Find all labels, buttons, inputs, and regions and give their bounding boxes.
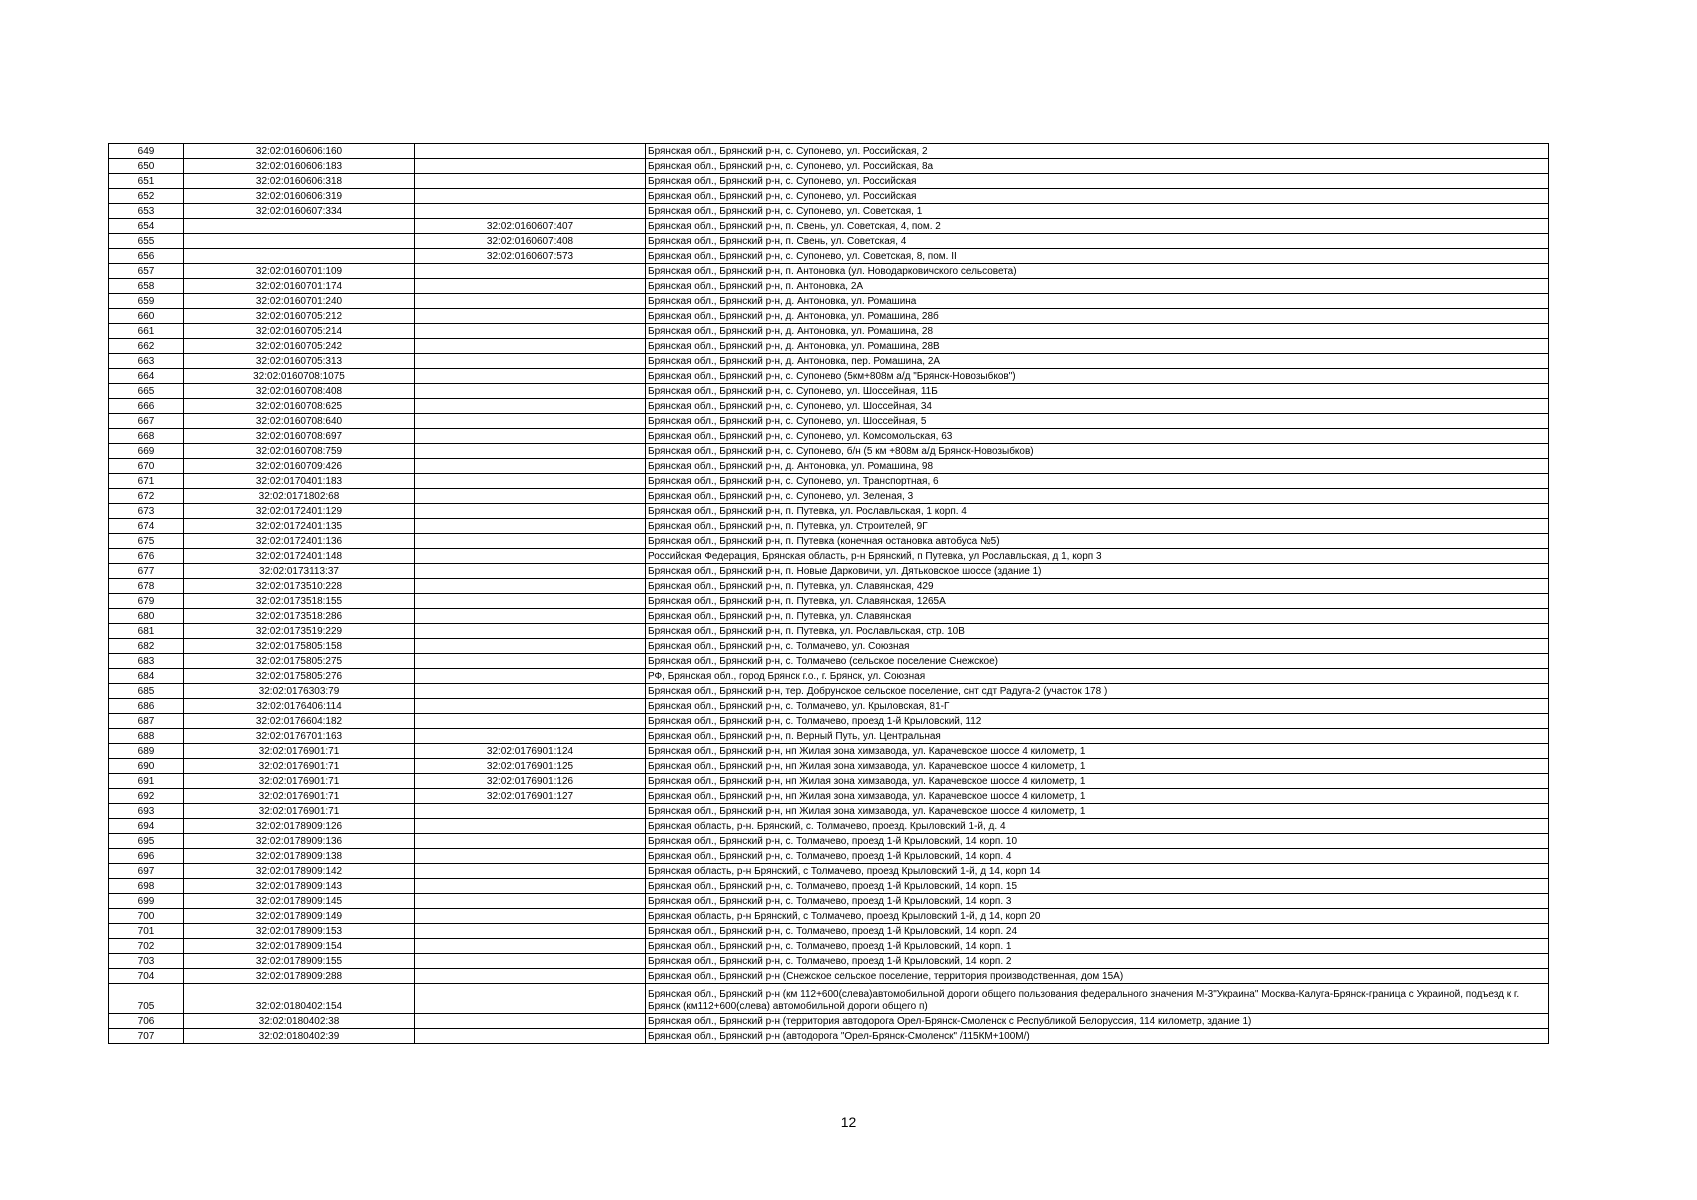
address-cell: Брянская обл., Брянский р-н, нп Жилая зона химзавода, ул. Карачевское шоссе 4 километр, 1 xyxy=(646,744,1549,759)
address-cell: Брянская обл., Брянский р-н, п. Антоновка, 2А xyxy=(646,279,1549,294)
related-cadastral-number-cell xyxy=(415,729,646,744)
table-row xyxy=(109,204,1549,219)
cadastral-number-cell: 32:02:0178909:143 xyxy=(184,879,415,894)
related-cadastral-number-cell xyxy=(415,279,646,294)
address-cell: РФ, Брянская обл., город Брянск г.о., г. Брянск, ул. Союзная xyxy=(646,669,1549,684)
cadastral-number-cell: 32:02:0170401:183 xyxy=(184,474,415,489)
related-cadastral-number-cell xyxy=(415,294,646,309)
row-number-cell: 694 xyxy=(109,819,184,834)
address-cell: Брянская обл., Брянский р-н, с. Супонево, ул. Российская, 2 xyxy=(646,144,1549,159)
row-number-cell: 675 xyxy=(109,534,184,549)
related-cadastral-number-cell xyxy=(415,954,646,969)
related-cadastral-number-cell xyxy=(415,534,646,549)
cadastral-number-cell: 32:02:0160708:625 xyxy=(184,399,415,414)
row-number-cell: 696 xyxy=(109,849,184,864)
related-cadastral-number-cell xyxy=(415,324,646,339)
table-row xyxy=(109,519,1549,534)
address-cell: Брянская обл., Брянский р-н, п. Путевка, ул. Рославльская, 1 корп. 4 xyxy=(646,504,1549,519)
table-row xyxy=(109,579,1549,594)
address-cell: Брянская обл., Брянский р-н, с. Толмачево, проезд 1-й Крыловский, 14 корп. 15 xyxy=(646,879,1549,894)
table-row xyxy=(109,804,1549,819)
table-row xyxy=(109,669,1549,684)
table-row xyxy=(109,399,1549,414)
row-number-cell: 650 xyxy=(109,159,184,174)
address-cell: Брянская обл., Брянский р-н (автодорога "Орел-Брянск-Смоленск" /115КМ+100М/) xyxy=(646,1029,1549,1044)
row-number-cell: 693 xyxy=(109,804,184,819)
related-cadastral-number-cell xyxy=(415,894,646,909)
address-cell: Брянская обл., Брянский р-н, с. Супонево, ул. Российская xyxy=(646,174,1549,189)
row-number-cell: 679 xyxy=(109,594,184,609)
row-number-cell: 683 xyxy=(109,654,184,669)
related-cadastral-number-cell xyxy=(415,594,646,609)
related-cadastral-number-cell xyxy=(415,714,646,729)
related-cadastral-number-cell xyxy=(415,1014,646,1029)
cadastral-number-cell: 32:02:0160607:334 xyxy=(184,204,415,219)
row-number-cell: 651 xyxy=(109,174,184,189)
related-cadastral-number-cell: 32:02:0160607:407 xyxy=(415,219,646,234)
cadastral-number-cell: 32:02:0172401:135 xyxy=(184,519,415,534)
address-cell: Брянская обл., Брянский р-н, п. Путевка, ул. Рославльская, стр. 10В xyxy=(646,624,1549,639)
related-cadastral-number-cell: 32:02:0160607:408 xyxy=(415,234,646,249)
cadastral-number-cell: 32:02:0178909:145 xyxy=(184,894,415,909)
row-number-cell: 669 xyxy=(109,444,184,459)
address-cell: Брянская обл., Брянский р-н, с. Толмачево, ул. Крыловская, 81-Г xyxy=(646,699,1549,714)
row-number-cell: 670 xyxy=(109,459,184,474)
cadastral-number-cell: 32:02:0173518:155 xyxy=(184,594,415,609)
cadastral-number-cell: 32:02:0160708:697 xyxy=(184,429,415,444)
row-number-cell: 695 xyxy=(109,834,184,849)
table-row xyxy=(109,849,1549,864)
row-number-cell: 689 xyxy=(109,744,184,759)
cadastral-number-cell: 32:02:0178909:153 xyxy=(184,924,415,939)
row-number-cell: 674 xyxy=(109,519,184,534)
table-row xyxy=(109,759,1549,774)
cadastral-number-cell: 32:02:0178909:154 xyxy=(184,939,415,954)
address-cell: Брянская обл., Брянский р-н, п. Путевка (конечная остановка автобуса №5) xyxy=(646,534,1549,549)
table-row xyxy=(109,609,1549,624)
address-cell: Брянская обл., Брянский р-н, п. Путевка, ул. Строителей, 9Г xyxy=(646,519,1549,534)
cadastral-number-cell: 32:02:0175805:275 xyxy=(184,654,415,669)
related-cadastral-number-cell xyxy=(415,1029,646,1044)
cadastral-number-cell xyxy=(184,234,415,249)
related-cadastral-number-cell xyxy=(415,939,646,954)
row-number-cell: 649 xyxy=(109,144,184,159)
table-row xyxy=(109,834,1549,849)
address-cell: Брянская обл., Брянский р-н, нп Жилая зона химзавода, ул. Карачевское шоссе 4 километр, 1 xyxy=(646,789,1549,804)
related-cadastral-number-cell xyxy=(415,369,646,384)
table-row xyxy=(109,474,1549,489)
cadastral-number-cell: 32:02:0178909:136 xyxy=(184,834,415,849)
related-cadastral-number-cell xyxy=(415,399,646,414)
address-cell: Брянская обл., Брянский р-н, п. Путевка, ул. Славянская, 429 xyxy=(646,579,1549,594)
related-cadastral-number-cell xyxy=(415,489,646,504)
row-number-cell: 698 xyxy=(109,879,184,894)
cadastral-number-cell: 32:02:0176701:163 xyxy=(184,729,415,744)
table-row xyxy=(109,819,1549,834)
row-number-cell: 657 xyxy=(109,264,184,279)
related-cadastral-number-cell xyxy=(415,879,646,894)
row-number-cell: 665 xyxy=(109,384,184,399)
table-row xyxy=(109,534,1549,549)
related-cadastral-number-cell xyxy=(415,444,646,459)
cadastral-number-cell: 32:02:0173510:228 xyxy=(184,579,415,594)
cadastral-number-cell: 32:02:0172401:148 xyxy=(184,549,415,564)
row-number-cell: 699 xyxy=(109,894,184,909)
related-cadastral-number-cell xyxy=(415,654,646,669)
row-number-cell: 700 xyxy=(109,909,184,924)
address-cell: Брянская обл., Брянский р-н, с. Супонево, ул. Российская xyxy=(646,189,1549,204)
related-cadastral-number-cell xyxy=(415,519,646,534)
related-cadastral-number-cell xyxy=(415,309,646,324)
row-number-cell: 658 xyxy=(109,279,184,294)
related-cadastral-number-cell xyxy=(415,264,646,279)
address-cell: Брянская обл., Брянский р-н, с. Толмачево (сельское поселение Снежское) xyxy=(646,654,1549,669)
row-number-cell: 664 xyxy=(109,369,184,384)
cadastral-number-cell: 32:02:0180402:154 xyxy=(184,984,415,1014)
cadastral-number-cell: 32:02:0178909:288 xyxy=(184,969,415,984)
cadastral-number-cell: 32:02:0160701:240 xyxy=(184,294,415,309)
table-row xyxy=(109,489,1549,504)
address-cell: Брянская обл., Брянский р-н, нп Жилая зона химзавода, ул. Карачевское шоссе 4 километр, 1 xyxy=(646,774,1549,789)
cadastral-number-cell: 32:02:0175805:276 xyxy=(184,669,415,684)
address-cell: Брянская область, р-н. Брянский, с. Толмачево, проезд. Крыловский 1-й, д. 4 xyxy=(646,819,1549,834)
address-cell: Брянская обл., Брянский р-н, д. Антоновка, ул. Ромашина, 28В xyxy=(646,339,1549,354)
cadastral-number-cell xyxy=(184,249,415,264)
row-number-cell: 653 xyxy=(109,204,184,219)
address-cell: Брянская обл., Брянский р-н, с. Толмачево, проезд 1-й Крыловский, 112 xyxy=(646,714,1549,729)
address-cell: Брянская обл., Брянский р-н, с. Супонево, ул. Транспортная, 6 xyxy=(646,474,1549,489)
cadastral-number-cell: 32:02:0160705:212 xyxy=(184,309,415,324)
address-cell: Российская Федерация, Брянская область, р-н Брянский, п Путевка, ул Рославльская, д 1, корп 3 xyxy=(646,549,1549,564)
row-number-cell: 686 xyxy=(109,699,184,714)
row-number-cell: 704 xyxy=(109,969,184,984)
related-cadastral-number-cell: 32:02:0176901:126 xyxy=(415,774,646,789)
cadastral-number-cell: 32:02:0176901:71 xyxy=(184,759,415,774)
related-cadastral-number-cell: 32:02:0176901:125 xyxy=(415,759,646,774)
table-row xyxy=(109,789,1549,804)
row-number-cell: 685 xyxy=(109,684,184,699)
cadastral-number-cell: 32:02:0176901:71 xyxy=(184,774,415,789)
related-cadastral-number-cell xyxy=(415,909,646,924)
address-cell: Брянская обл., Брянский р-н, д. Антоновка, ул. Ромашина xyxy=(646,294,1549,309)
related-cadastral-number-cell xyxy=(415,639,646,654)
related-cadastral-number-cell xyxy=(415,384,646,399)
table-row xyxy=(109,744,1549,759)
related-cadastral-number-cell xyxy=(415,354,646,369)
cadastral-number-cell: 32:02:0160705:242 xyxy=(184,339,415,354)
row-number-cell: 692 xyxy=(109,789,184,804)
table-row xyxy=(109,774,1549,789)
cadastral-number-cell: 32:02:0180402:38 xyxy=(184,1014,415,1029)
address-cell: Брянская обл., Брянский р-н, с. Толмачево, проезд 1-й Крыловский, 14 корп. 3 xyxy=(646,894,1549,909)
related-cadastral-number-cell xyxy=(415,864,646,879)
related-cadastral-number-cell xyxy=(415,414,646,429)
cadastral-number-cell: 32:02:0160705:313 xyxy=(184,354,415,369)
table-row xyxy=(109,924,1549,939)
row-number-cell: 660 xyxy=(109,309,184,324)
related-cadastral-number-cell xyxy=(415,804,646,819)
row-number-cell: 652 xyxy=(109,189,184,204)
table-row xyxy=(109,279,1549,294)
table-row xyxy=(109,654,1549,669)
cadastral-number-cell: 32:02:0176604:182 xyxy=(184,714,415,729)
table-row xyxy=(109,909,1549,924)
table-row xyxy=(109,444,1549,459)
address-cell: Брянская обл., Брянский р-н, д. Антоновка, пер. Ромашина, 2А xyxy=(646,354,1549,369)
cadastral-number-cell: 32:02:0176303:79 xyxy=(184,684,415,699)
related-cadastral-number-cell xyxy=(415,549,646,564)
table-row xyxy=(109,939,1549,954)
related-cadastral-number-cell xyxy=(415,159,646,174)
address-cell: Брянская обл., Брянский р-н, п. Свень, ул. Советская, 4 xyxy=(646,234,1549,249)
cadastral-number-cell: 32:02:0178909:149 xyxy=(184,909,415,924)
cadastral-number-cell: 32:02:0160709:426 xyxy=(184,459,415,474)
related-cadastral-number-cell xyxy=(415,144,646,159)
table-row xyxy=(109,234,1549,249)
address-cell: Брянская обл., Брянский р-н, с. Супонево, ул. Шоссейная, 5 xyxy=(646,414,1549,429)
cadastral-number-cell: 32:02:0160606:318 xyxy=(184,174,415,189)
address-cell: Брянская обл., Брянский р-н, с. Супонево, б/н (5 км +808м а/д Брянск-Новозыбков) xyxy=(646,444,1549,459)
address-cell: Брянская обл., Брянский р-н, нп Жилая зона химзавода, ул. Карачевское шоссе 4 километр, 1 xyxy=(646,804,1549,819)
row-number-cell: 677 xyxy=(109,564,184,579)
related-cadastral-number-cell xyxy=(415,474,646,489)
address-cell: Брянская обл., Брянский р-н, с. Толмачево, ул. Союзная xyxy=(646,639,1549,654)
related-cadastral-number-cell xyxy=(415,504,646,519)
table-row xyxy=(109,1014,1549,1029)
related-cadastral-number-cell xyxy=(415,969,646,984)
related-cadastral-number-cell: 32:02:0160607:573 xyxy=(415,249,646,264)
table-row xyxy=(109,954,1549,969)
table-row xyxy=(109,294,1549,309)
table-row xyxy=(109,144,1549,159)
row-number-cell: 663 xyxy=(109,354,184,369)
address-cell: Брянская обл., Брянский р-н, п. Путевка, ул. Славянская, 1265А xyxy=(646,594,1549,609)
table-row xyxy=(109,729,1549,744)
related-cadastral-number-cell xyxy=(415,669,646,684)
address-cell: Брянская область, р-н Брянский, с Толмачево, проезд Крыловский 1-й, д 14, корп 14 xyxy=(646,864,1549,879)
table-row xyxy=(109,354,1549,369)
address-cell: Брянская обл., Брянский р-н, п. Свень, ул. Советская, 4, пом. 2 xyxy=(646,219,1549,234)
address-cell: Брянская обл., Брянский р-н, нп Жилая зона химзавода, ул. Карачевское шоссе 4 километр, 1 xyxy=(646,759,1549,774)
table-row xyxy=(109,219,1549,234)
table-row xyxy=(109,264,1549,279)
row-number-cell: 662 xyxy=(109,339,184,354)
row-number-cell: 705 xyxy=(109,984,184,1014)
table-row xyxy=(109,864,1549,879)
table-row xyxy=(109,984,1549,1014)
row-number-cell: 687 xyxy=(109,714,184,729)
address-cell: Брянская обл., Брянский р-н (территория автодорога Орел-Брянск-Смоленск с Республикой Белоруссия, 114 километр, здание 1) xyxy=(646,1014,1549,1029)
cadastral-number-cell: 32:02:0160606:160 xyxy=(184,144,415,159)
related-cadastral-number-cell xyxy=(415,609,646,624)
row-number-cell: 680 xyxy=(109,609,184,624)
address-cell: Брянская обл., Брянский р-н, с. Супонево, ул. Зеленая, 3 xyxy=(646,489,1549,504)
cadastral-number-cell: 32:02:0173519:229 xyxy=(184,624,415,639)
related-cadastral-number-cell xyxy=(415,684,646,699)
address-cell: Брянская обл., Брянский р-н, с. Супонево (5км+808м а/д "Брянск-Новозыбков") xyxy=(646,369,1549,384)
table-row xyxy=(109,429,1549,444)
cadastral-number-cell: 32:02:0171802:68 xyxy=(184,489,415,504)
row-number-cell: 697 xyxy=(109,864,184,879)
table-row xyxy=(109,339,1549,354)
address-cell: Брянская обл., Брянский р-н, тер. Добрунское сельское поселение, снт сдт Радуга-2 (участок 178 ) xyxy=(646,684,1549,699)
related-cadastral-number-cell xyxy=(415,579,646,594)
related-cadastral-number-cell xyxy=(415,819,646,834)
table-row xyxy=(109,714,1549,729)
cadastral-number-cell: 32:02:0172401:129 xyxy=(184,504,415,519)
address-cell: Брянская обл., Брянский р-н, д. Антоновка, ул. Ромашина, 98 xyxy=(646,459,1549,474)
cadastral-number-cell: 32:02:0160705:214 xyxy=(184,324,415,339)
cadastral-number-cell: 32:02:0160708:1075 xyxy=(184,369,415,384)
row-number-cell: 672 xyxy=(109,489,184,504)
related-cadastral-number-cell xyxy=(415,849,646,864)
row-number-cell: 659 xyxy=(109,294,184,309)
table-row xyxy=(109,189,1549,204)
address-cell: Брянская обл., Брянский р-н, с. Супонево, ул. Российская, 8а xyxy=(646,159,1549,174)
table-row xyxy=(109,249,1549,264)
address-cell: Брянская область, р-н Брянский, с Толмачево, проезд Крыловский 1-й, д 14, корп 20 xyxy=(646,909,1549,924)
table-row xyxy=(109,879,1549,894)
cadastral-number-cell: 32:02:0178909:142 xyxy=(184,864,415,879)
related-cadastral-number-cell xyxy=(415,189,646,204)
table-row xyxy=(109,699,1549,714)
related-cadastral-number-cell xyxy=(415,924,646,939)
cadastral-number-cell: 32:02:0160708:640 xyxy=(184,414,415,429)
table-row xyxy=(109,309,1549,324)
related-cadastral-number-cell xyxy=(415,834,646,849)
related-cadastral-number-cell xyxy=(415,699,646,714)
cadastral-number-cell: 32:02:0160708:759 xyxy=(184,444,415,459)
address-cell: Брянская обл., Брянский р-н, п. Верный Путь, ул. Центральная xyxy=(646,729,1549,744)
table-row xyxy=(109,324,1549,339)
row-number-cell: 684 xyxy=(109,669,184,684)
table-row xyxy=(109,894,1549,909)
table-row xyxy=(109,414,1549,429)
table-body xyxy=(109,144,1549,1044)
table-row xyxy=(109,1029,1549,1044)
address-cell: Брянская обл., Брянский р-н, с. Супонево, ул. Советская, 1 xyxy=(646,204,1549,219)
row-number-cell: 691 xyxy=(109,774,184,789)
address-cell: Брянская обл., Брянский р-н, с. Толмачево, проезд 1-й Крыловский, 14 корп. 4 xyxy=(646,849,1549,864)
row-number-cell: 654 xyxy=(109,219,184,234)
row-number-cell: 707 xyxy=(109,1029,184,1044)
address-cell: Брянская обл., Брянский р-н, п. Путевка, ул. Славянская xyxy=(646,609,1549,624)
row-number-cell: 668 xyxy=(109,429,184,444)
table-row xyxy=(109,969,1549,984)
cadastral-number-cell: 32:02:0178909:126 xyxy=(184,819,415,834)
row-number-cell: 678 xyxy=(109,579,184,594)
related-cadastral-number-cell xyxy=(415,204,646,219)
register-table xyxy=(108,143,1549,1044)
cadastral-number-cell: 32:02:0160701:109 xyxy=(184,264,415,279)
cadastral-number-cell: 32:02:0176901:71 xyxy=(184,804,415,819)
cadastral-number-cell: 32:02:0173113:37 xyxy=(184,564,415,579)
row-number-cell: 673 xyxy=(109,504,184,519)
row-number-cell: 706 xyxy=(109,1014,184,1029)
related-cadastral-number-cell xyxy=(415,624,646,639)
row-number-cell: 702 xyxy=(109,939,184,954)
address-cell: Брянская обл., Брянский р-н, с. Супонево, ул. Советская, 8, пом. II xyxy=(646,249,1549,264)
row-number-cell: 666 xyxy=(109,399,184,414)
address-cell: Брянская обл., Брянский р-н, с. Супонево, ул. Шоссейная, 34 xyxy=(646,399,1549,414)
cadastral-number-cell: 32:02:0160708:408 xyxy=(184,384,415,399)
row-number-cell: 681 xyxy=(109,624,184,639)
table-row xyxy=(109,564,1549,579)
address-cell: Брянская обл., Брянский р-н, п. Новые Дарковичи, ул. Дятьковское шоссе (здание 1) xyxy=(646,564,1549,579)
row-number-cell: 655 xyxy=(109,234,184,249)
page-number: 12 xyxy=(840,1114,857,1130)
cadastral-number-cell: 32:02:0175805:158 xyxy=(184,639,415,654)
address-cell: Брянская обл., Брянский р-н, д. Антоновка, ул. Ромашина, 28б xyxy=(646,309,1549,324)
related-cadastral-number-cell: 32:02:0176901:127 xyxy=(415,789,646,804)
cadastral-number-cell: 32:02:0160606:183 xyxy=(184,159,415,174)
table-row xyxy=(109,549,1549,564)
table-row xyxy=(109,159,1549,174)
row-number-cell: 682 xyxy=(109,639,184,654)
cadastral-number-cell: 32:02:0180402:39 xyxy=(184,1029,415,1044)
address-cell: Брянская обл., Брянский р-н (км 112+600(слева)автомобильной дороги общего пользования федерального значения М-3"Украина" Москва-Калуга-Брянск-граница с Украиной, подъезд к г. Брянск (км112+600(слева) автомобильной дороги общего п) xyxy=(646,984,1549,1014)
cadastral-number-cell: 32:02:0160701:174 xyxy=(184,279,415,294)
row-number-cell: 667 xyxy=(109,414,184,429)
row-number-cell: 703 xyxy=(109,954,184,969)
row-number-cell: 656 xyxy=(109,249,184,264)
table-row xyxy=(109,174,1549,189)
related-cadastral-number-cell xyxy=(415,564,646,579)
cadastral-number-cell: 32:02:0160606:319 xyxy=(184,189,415,204)
cadastral-number-cell: 32:02:0176406:114 xyxy=(184,699,415,714)
related-cadastral-number-cell xyxy=(415,459,646,474)
address-cell: Брянская обл., Брянский р-н (Снежское сельское поселение, территория производственная, дом 15А) xyxy=(646,969,1549,984)
related-cadastral-number-cell xyxy=(415,984,646,1014)
row-number-cell: 671 xyxy=(109,474,184,489)
address-cell: Брянская обл., Брянский р-н, с. Толмачево, проезд 1-й Крыловский, 14 корп. 1 xyxy=(646,939,1549,954)
row-number-cell: 701 xyxy=(109,924,184,939)
address-cell: Брянская обл., Брянский р-н, с. Толмачево, проезд 1-й Крыловский, 14 корп. 10 xyxy=(646,834,1549,849)
cadastral-number-cell: 32:02:0176901:71 xyxy=(184,744,415,759)
address-cell: Брянская обл., Брянский р-н, с. Толмачево, проезд 1-й Крыловский, 14 корп. 24 xyxy=(646,924,1549,939)
address-cell: Брянская обл., Брянский р-н, с. Супонево, ул. Шоссейная, 11Б xyxy=(646,384,1549,399)
address-cell: Брянская обл., Брянский р-н, п. Антоновка (ул. Новодарковичского сельсовета) xyxy=(646,264,1549,279)
cadastral-number-cell: 32:02:0178909:138 xyxy=(184,849,415,864)
row-number-cell: 661 xyxy=(109,324,184,339)
row-number-cell: 676 xyxy=(109,549,184,564)
address-cell: Брянская обл., Брянский р-н, д. Антоновка, ул. Ромашина, 28 xyxy=(646,324,1549,339)
table-row xyxy=(109,459,1549,474)
cadastral-number-cell xyxy=(184,219,415,234)
table-row xyxy=(109,594,1549,609)
row-number-cell: 690 xyxy=(109,759,184,774)
address-cell: Брянская обл., Брянский р-н, с. Супонево, ул. Комсомольская, 63 xyxy=(646,429,1549,444)
cadastral-number-cell: 32:02:0173518:286 xyxy=(184,609,415,624)
table-row xyxy=(109,624,1549,639)
cadastral-number-cell: 32:02:0172401:136 xyxy=(184,534,415,549)
table-row xyxy=(109,384,1549,399)
related-cadastral-number-cell: 32:02:0176901:124 xyxy=(415,744,646,759)
table-row xyxy=(109,504,1549,519)
table-row xyxy=(109,369,1549,384)
cadastral-number-cell: 32:02:0176901:71 xyxy=(184,789,415,804)
related-cadastral-number-cell xyxy=(415,429,646,444)
table-row xyxy=(109,684,1549,699)
row-number-cell: 688 xyxy=(109,729,184,744)
related-cadastral-number-cell xyxy=(415,339,646,354)
address-cell: Брянская обл., Брянский р-н, с. Толмачево, проезд 1-й Крыловский, 14 корп. 2 xyxy=(646,954,1549,969)
cadastral-number-cell: 32:02:0178909:155 xyxy=(184,954,415,969)
related-cadastral-number-cell xyxy=(415,174,646,189)
table-row xyxy=(109,639,1549,654)
